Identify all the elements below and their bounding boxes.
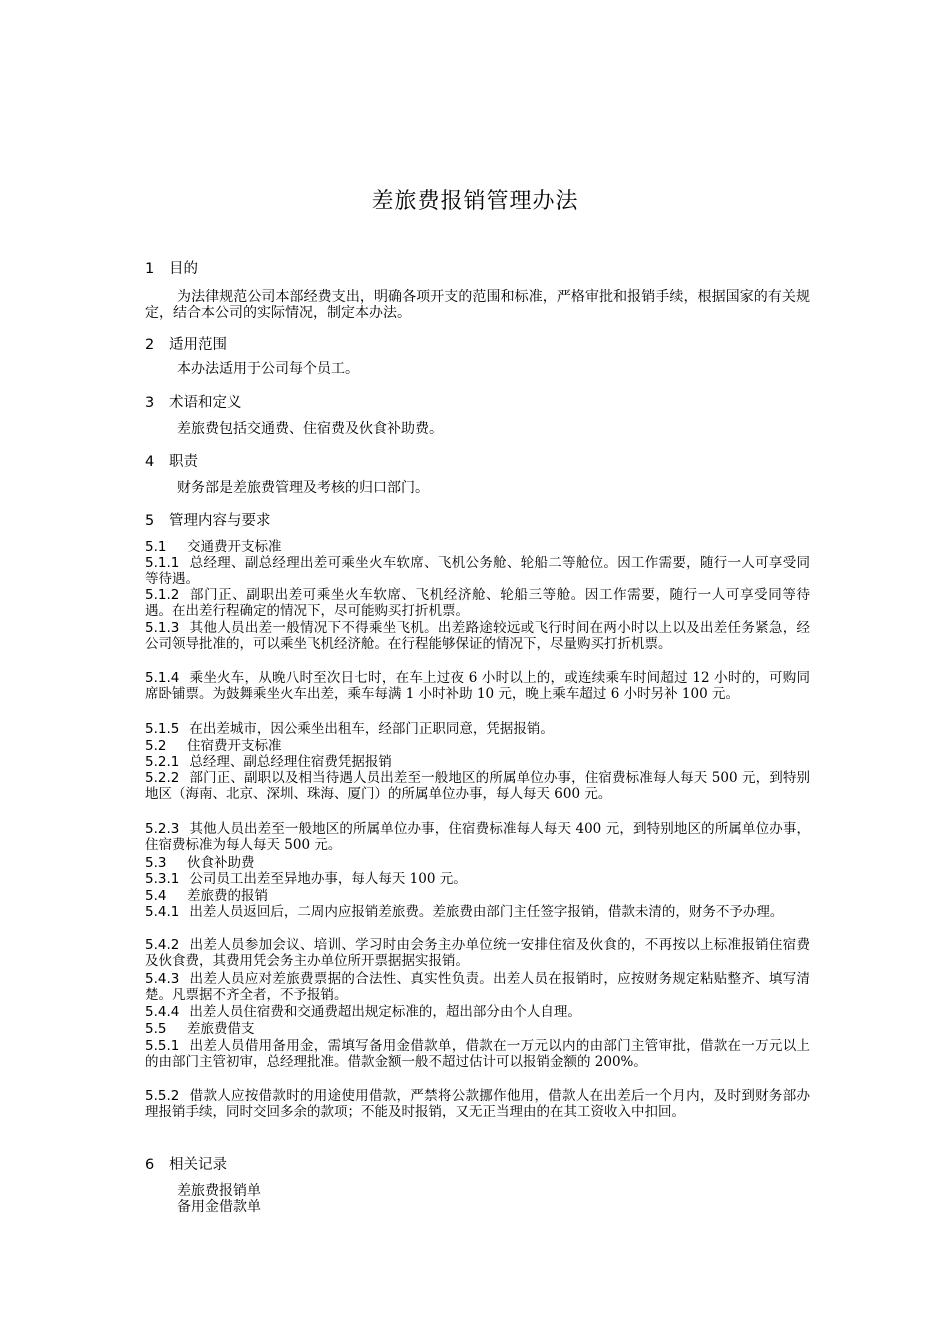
section-heading-management: [145, 509, 271, 530]
clause-text: 总经理、副总经理住宿费凭据报销: [189, 754, 392, 770]
record-item: 差旅费报销单: [177, 1183, 261, 1199]
clause-number: 5.1.5: [145, 721, 180, 737]
clause-text: 在出差城市，因公乘坐出租车，经部门正职同意，凭据报销。: [189, 721, 554, 737]
subsection-title: 差旅费借支: [187, 1021, 255, 1037]
record-item: 备用金借款单: [177, 1199, 261, 1215]
clause-item: [145, 937, 810, 969]
clause-item: [145, 871, 810, 887]
subsection-number: 5.4: [145, 888, 167, 904]
section-heading-scope: [145, 333, 227, 354]
section-number: 4: [145, 454, 155, 470]
scope-paragraph: 本办法适用于公司每个员工。: [177, 361, 359, 377]
subsection-title: 交通费开支标准: [187, 539, 282, 555]
clause-item: [145, 587, 810, 619]
subsection-title: 伙食补助费: [187, 855, 255, 871]
clause-number: 5.2.2: [145, 770, 180, 786]
subsection-title: 住宿费开支标准: [187, 738, 282, 754]
clause-number: 5.5.2: [145, 1088, 180, 1104]
clause-text: 部门正、副职出差可乘坐火车软席、飞机经济舱、轮船三等舱。因工作需要，随行一人可享受同等待遇。在出差行程确定的情况下，尽可能购买打折机票。: [145, 587, 810, 619]
clause-item: [145, 770, 810, 802]
section-heading-records: [145, 1153, 227, 1174]
clause-item: [145, 670, 810, 702]
clause-text: 出差人员借用备用金，需填写备用金借款单，借款在一万元以内的由部门主管审批，借款在一万元以上的由部门主管初审，总经理批准。借款金额一般不超过估计可以报销金额的 200%。: [145, 1038, 810, 1070]
definition-paragraph: 差旅费包括交通费、住宿费及伙食补助费。: [177, 421, 443, 437]
clause-item: [145, 821, 810, 853]
section-heading-purpose: [145, 257, 198, 278]
clause-number: 5.4.1: [145, 904, 180, 920]
section-heading-definitions: [145, 391, 242, 412]
clause-text: 部门正、副职以及相当待遇人员出差至一般地区的所属单位办事，住宿费标准每人每天 500 元，到特别地区（海南、北京、深圳、珠海、厦门）的所属单位办事，每人每天 600 元。: [145, 770, 810, 802]
section-title: 适用范围: [169, 337, 227, 353]
subsection-heading: [145, 855, 255, 871]
subsection-heading: [145, 1021, 255, 1037]
section-title: 相关记录: [169, 1157, 227, 1173]
clause-text: 乘坐火车，从晚八时至次日七时，在车上过夜 6 小时以上的，或连续乘车时间超过 12 小时的，可购同席卧铺票。为鼓舞乘坐火车出差，乘车每满 1 小时补助 10 元，晚上乘车超过 6 小时另补 100 元。: [145, 670, 810, 702]
clause-text: 公司员工出差至异地办事，每人每天 100 元。: [189, 871, 467, 887]
section-number: 5: [145, 513, 155, 529]
clause-number: 5.1.2: [145, 587, 180, 603]
clause-text: 总经理、副总经理出差可乘坐火车软席、飞机公务舱、轮船二等舱位。因工作需要，随行一人可享受同等待遇。: [145, 555, 810, 587]
clause-item: [145, 971, 810, 1003]
clause-item: [145, 1004, 810, 1020]
clause-text: 其他人员出差至一般地区的所属单位办事，住宿费标准每人每天 400 元，到特别地区的所属单位办事，住宿费标准为每人每天 500 元。: [145, 821, 810, 853]
clause-text: 其他人员出差一般情况下不得乘坐飞机。出差路途较远或飞行时间在两小时以上以及出差任务紧急，经公司领导批准的，可以乘坐飞机经济舱。在行程能够保证的情况下，尽量购买打折机票。: [145, 620, 810, 652]
section-title: 术语和定义: [169, 395, 242, 411]
clause-item: [145, 620, 810, 652]
clause-text: 出差人员住宿费和交通费超出规定标准的，超出部分由个人自理。: [189, 1004, 581, 1020]
clause-number: 5.5.1: [145, 1038, 180, 1054]
clause-item: [145, 555, 810, 587]
section-title: 目的: [169, 261, 198, 277]
clause-number: 5.4.3: [145, 971, 180, 987]
subsection-number: 5.5: [145, 1021, 167, 1037]
section-title: 职责: [169, 454, 198, 470]
section-number: 6: [145, 1157, 155, 1173]
document-title: 差旅费报销管理办法: [371, 189, 579, 214]
section-title: 管理内容与要求: [169, 513, 271, 529]
subsection-heading: [145, 539, 282, 555]
clause-text: 出差人员参加会议、培训、学习时由会务主办单位统一安排住宿及伙食的，不再按以上标准报销住宿费及伙食费，其费用凭会务主办单位所开票据据实报销。: [145, 937, 810, 969]
clause-item: [145, 1088, 810, 1120]
subsection-number: 5.2: [145, 738, 167, 754]
subsection-number: 5.3: [145, 855, 167, 871]
clause-number: 5.1.1: [145, 555, 180, 571]
clause-item: [145, 1038, 810, 1070]
clause-number: 5.4.4: [145, 1004, 180, 1020]
clause-number: 5.1.4: [145, 670, 180, 686]
subsection-heading: [145, 888, 268, 904]
section-heading-duties: [145, 450, 198, 471]
clause-number: 5.1.3: [145, 620, 180, 636]
duty-paragraph: 财务部是差旅费管理及考核的归口部门。: [177, 480, 429, 496]
clause-item: [145, 904, 810, 920]
purpose-paragraph: 为法律规范公司本部经费支出，明确各项开支的范围和标准，严格审批和报销手续，根据国家的有关规定，结合本公司的实际情况，制定本办法。: [145, 289, 810, 321]
section-number: 3: [145, 395, 155, 411]
clause-number: 5.4.2: [145, 937, 180, 953]
clause-text: 借款人应按借款时的用途使用借款，严禁将公款挪作他用，借款人在出差后一个月内，及时到财务部办理报销手续，同时交回多余的款项；不能及时报销，又无正当理由的在其工资收入中扣回。: [145, 1088, 810, 1120]
section-number: 2: [145, 337, 155, 353]
clause-number: 5.2.3: [145, 821, 180, 837]
clause-number: 5.3.1: [145, 871, 180, 887]
subsection-heading: [145, 738, 282, 754]
clause-item: [145, 754, 810, 770]
clause-text: 出差人员返回后，二周内应报销差旅费。差旅费由部门主任签字报销，借款未清的，财务不予办理。: [189, 904, 784, 920]
subsection-title: 差旅费的报销: [187, 888, 268, 904]
clause-number: 5.2.1: [145, 754, 180, 770]
subsection-number: 5.1: [145, 539, 167, 555]
section-number: 1: [145, 261, 155, 277]
clause-text: 出差人员应对差旅费票据的合法性、真实性负责。出差人员在报销时，应按财务规定粘贴整齐、填写清楚。凡票据不齐全者，不予报销。: [145, 971, 810, 1003]
clause-item: [145, 721, 810, 737]
